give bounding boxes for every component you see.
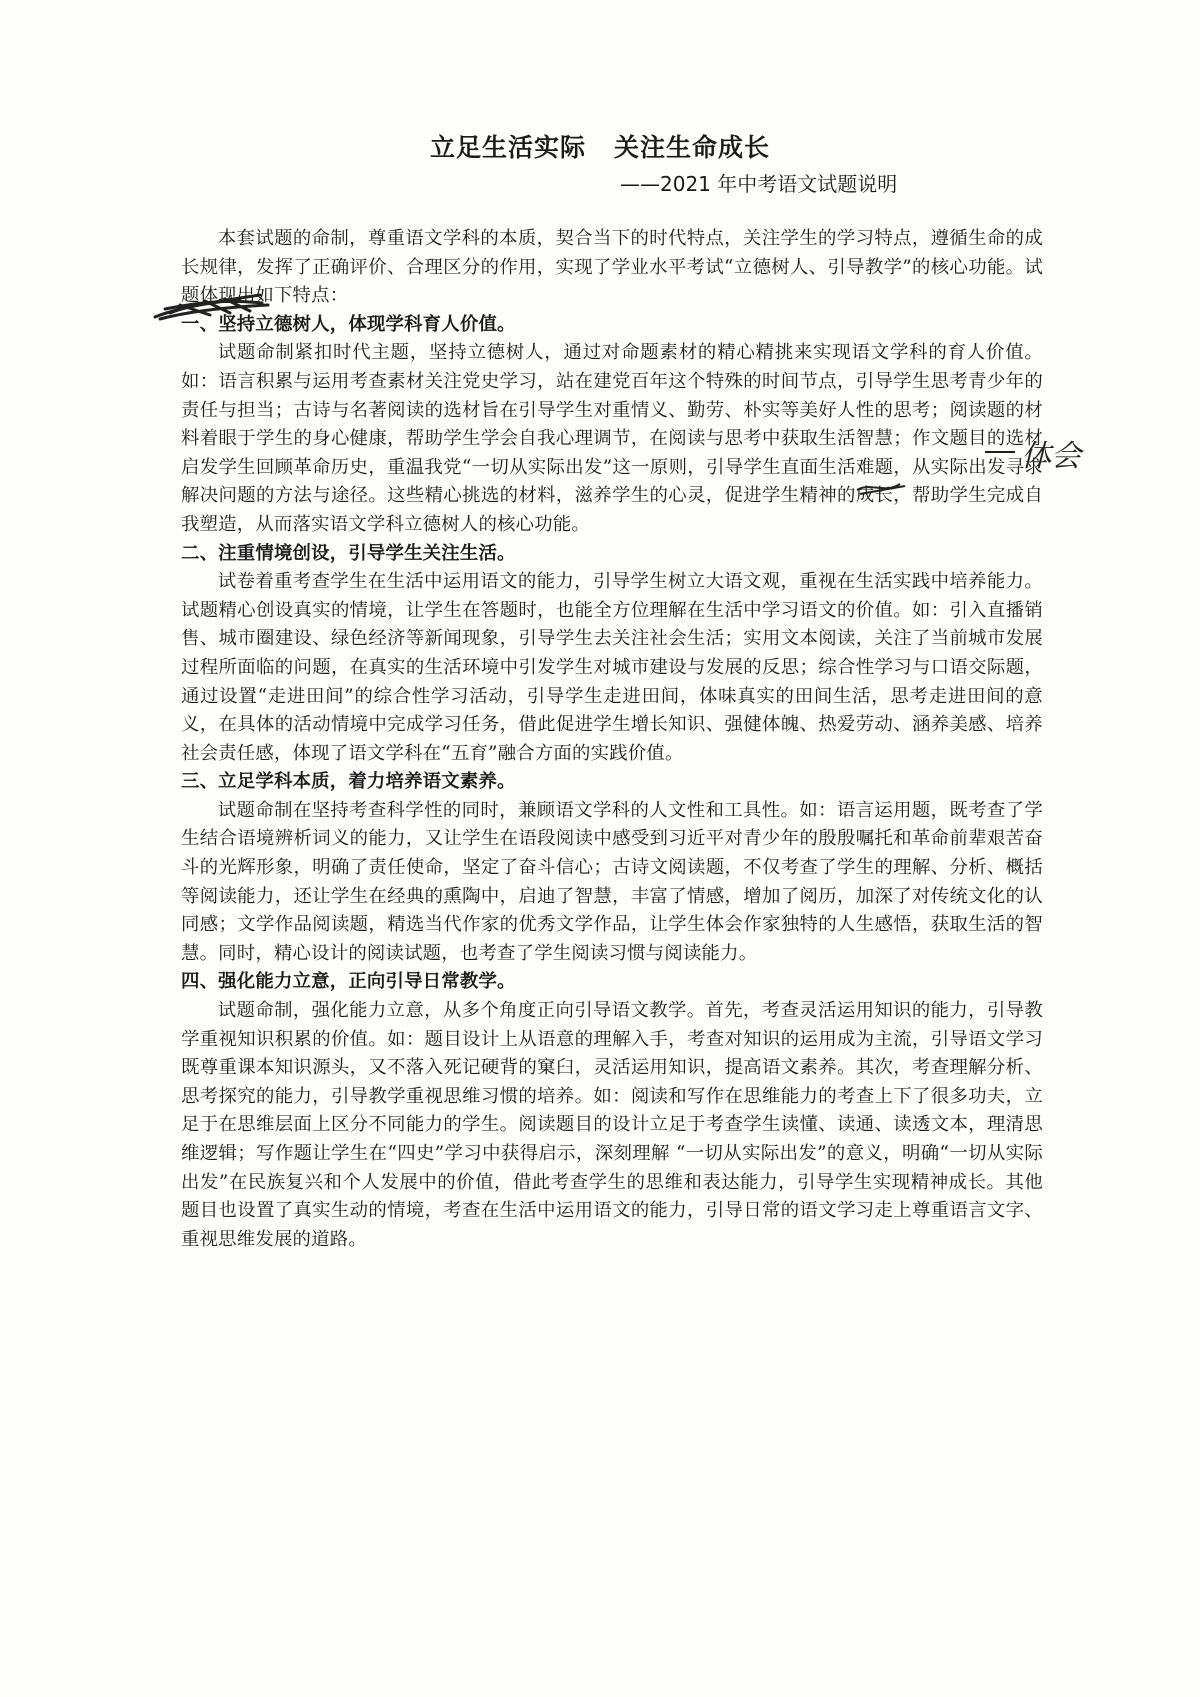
title-part-2: 关注生命成长 [614,133,771,162]
handwritten-note [985,432,1095,482]
section-body-3: 试题命制在坚持考查科学性的同时，兼顾语文学科的人文性和工具性。如：语言运用题，既考查了学生结合语境辨析词义的能力，又让学生在语段阅读中感受到习近平对青少年的殷殷嘱托和革命前辈艰苦奋斗的光辉形象，明确了责任使命，坚定了奋斗信心；古诗文阅读题，不仅考查了学生的理解、分析、概括等阅读能力，还让学生在经典的熏陶中，启迪了智慧，丰富了情感，增加了阅历，加深了对传统文化的认同感；文学作品阅读题，精选当代作家的优秀文学作品，让学生体会作家独特的人生感悟，获取生活的智慧。同时，精心设计的阅读试题，也考查了学生阅读习惯与阅读能力。 [181,799,1043,964]
section-heading-2: 二、注重情境创设，引导学生关注生活。 [181,542,516,564]
section-body-2: 试卷着重考查学生在生活中运用语文的能力，引导学生树立大语文观，重视在生活实践中培养能力。试题精心创设真实的情境，让学生在答题时，也能全方位理解在生活中学习语文的价值。如：引入直播销售、城市圈建设、绿色经济等新闻现象，引导学生去关注社会生活；实用文本阅读，关注了当前城市发展过程所面临的问题，在真实的生活环境中引发学生对城市建设与发展的反思；综合性学习与口语交际题，通过设置“走进田间”的综合性学习活动，引导学生走进田间，体味真实的田间生活，思考走进田间的意义，在具体的活动情境中完成学习任务，借此促进学生增长知识、强健体魄、热爱劳动、涵养美感、培养社会责任感，体现了语文学科在“五育”融合方面的实践价值。 [181,571,1043,764]
intro-paragraph: 本套试题的命制，尊重语文学科的本质，契合当下的时代特点，关注学生的学习特点，遵循生命的成长规律，发挥了正确评价、合理区分的作用，实现了学业水平考试“立德树人、引导教学”的核心功能。试题体现出如下特点： [181,228,1043,307]
title-part-1: 立足生活实际 [429,133,586,162]
section-body-1: 试题命制紧扣时代主题，坚持立德树人，通过对命题素材的精心精挑来实现语文学科的育人价值。如：语言积累与运用考查素材关注党史学习，站在建党百年这个特殊的时间节点，引导学生思考青少年的责任与担当；古诗与名著阅读的选材旨在引导学生对重情义、勤劳、朴实等美好人性的思考；阅读题的材料着眼于学生的身心健康，帮助学生学会自我心理调节，在阅读与思考中获取生活智慧；作文题目的选材启发学生回顾革命历史，重温我党“一切从实际出发”这一原则，引导学生直面生活难题，从实际出发寻求解决问题的方法与途径。这些精心挑选的材料，滋养学生的心灵，促进学生精神的成长，帮助学生完成自我塑造，从而落实语文学科立德树人的核心功能。 [181,342,1043,535]
handwritten-scribble [150,285,280,325]
document-body [181,225,1043,1254]
svg-text:体会: 体会 [1021,439,1081,474]
section-heading-4: 四、强化能力立意，正向引导日常教学。 [181,971,516,993]
handwritten-strike [855,478,915,498]
document-subtitle: ——2021 年中考语文试题说明 [620,172,898,196]
document-title [0,128,1200,164]
section-heading-3: 三、立足学科本质，着力培养语文素养。 [181,771,516,793]
section-body-4: 试题命制，强化能力立意，从多个角度正向引导语文教学。首先，考查灵活运用知识的能力，引导教学重视知识积累的价值。如：题目设计上从语意的理解入手，考查对知识的运用成为主流，引导语文学习既尊重课本知识源头，又不落入死记硬背的窠臼，灵活运用知识，提高语文素养。其次，考查理解分析、思考探究的能力，引导教学重视思维习惯的培养。如：阅读和写作在思维能力的考查上下了很多功夫，立足于在思维层面上区分不同能力的学生。阅读题目的设计立足于考查学生读懂、读通、读透文本，理清思维逻辑；写作题让学生在“四史”学习中获得启示，深刻理解 “一切从实际出发”的意义，明确“一切从实际出发”在民族复兴和个人发展中的价值，借此考查学生的思维和表达能力，引导学生实现精神成长。其他题目也设置了真实生动的情境，考查在生活中运用语文的能力，引导日常的语文学习走上尊重语言文字、重视思维发展的道路。 [181,1000,1043,1250]
section-heading-1: 一、坚持立德树人，体现学科育人价值。 [181,313,516,335]
